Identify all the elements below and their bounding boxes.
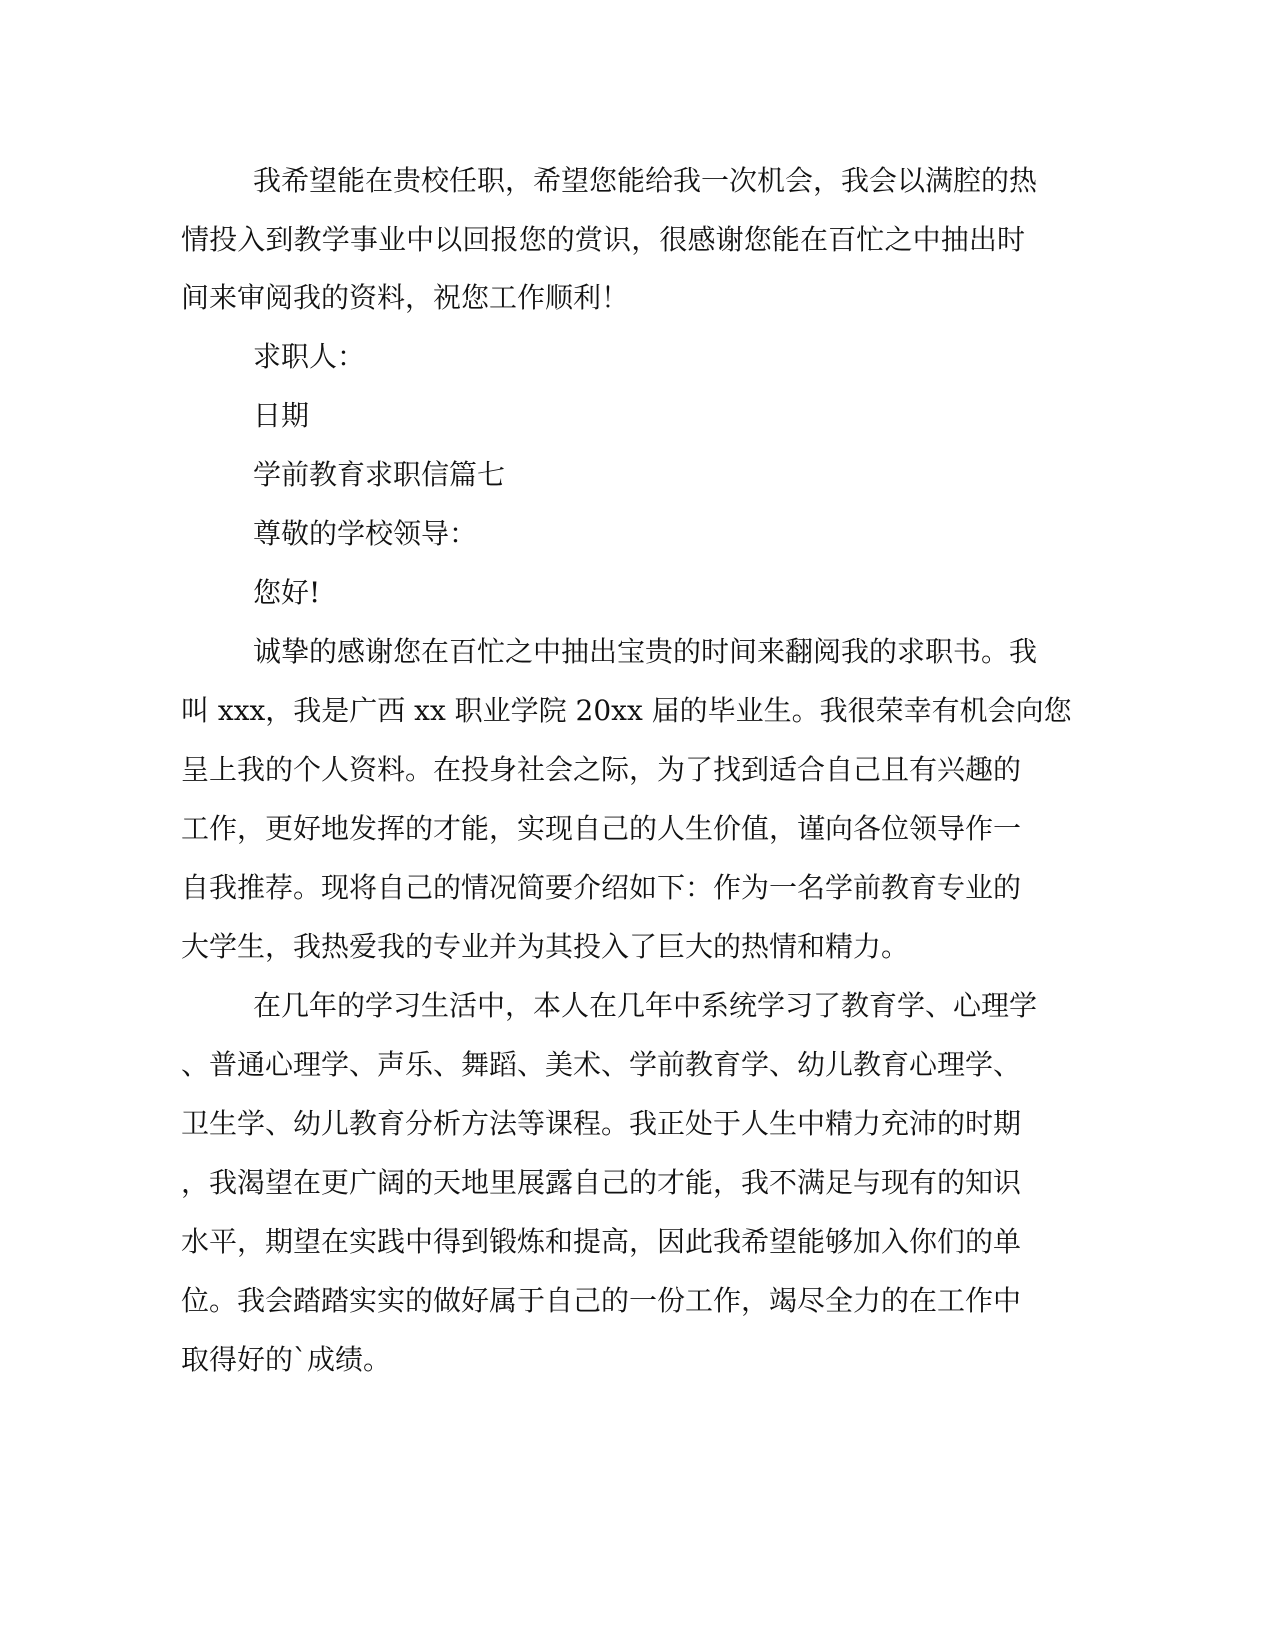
salutation: 尊敬的学校领导： — [253, 517, 478, 550]
paragraph-line: 在几年的学习生活中，本人在几年中系统学习了教育学、心理学 — [253, 989, 1038, 1022]
paragraph-line: 卫生学、幼儿教育分析方法等课程。我正处于人生中精力充沛的时期 — [181, 1107, 1022, 1140]
date-label: 日期 — [253, 399, 310, 432]
paragraph-line: 工作，更好地发挥的才能，实现自己的人生价值，谨向各位领导作一 — [181, 812, 1022, 845]
paragraph-line: ，我渴望在更广阔的天地里展露自己的才能，我不满足与现有的知识 — [181, 1166, 1022, 1199]
paragraph-line: 间来审阅我的资料，祝您工作顺利！ — [181, 281, 630, 314]
signature-label: 求职人： — [253, 340, 366, 373]
paragraph-line: 位。我会踏踏实实的做好属于自己的一份工作，竭尽全力的在工作中 — [181, 1284, 1022, 1317]
section-title: 学前教育求职信篇七 — [253, 458, 506, 491]
greeting: 您好! — [253, 576, 321, 609]
paragraph-line: 取得好的`成绩。 — [181, 1343, 392, 1376]
paragraph-line: 叫 xxx，我是广西 xx 职业学院 20xx 届的毕业生。我很荣幸有机会向您 — [181, 694, 1072, 727]
paragraph-line: 水平，期望在实践中得到锻炼和提高，因此我希望能够加入你们的单 — [181, 1225, 1022, 1258]
paragraph-line: 、普通心理学、声乐、舞蹈、美术、学前教育学、幼儿教育心理学、 — [181, 1048, 1022, 1081]
paragraph-line: 呈上我的个人资料。在投身社会之际，为了找到适合自己且有兴趣的 — [181, 753, 1022, 786]
paragraph-line: 我希望能在贵校任职，希望您能给我一次机会，我会以满腔的热 — [253, 164, 1038, 197]
paragraph-line: 情投入到教学事业中以回报您的赏识，很感谢您能在百忙之中抽出时 — [181, 223, 1025, 256]
paragraph-line: 大学生，我热爱我的专业并为其投入了巨大的热情和精力。 — [181, 930, 910, 963]
paragraph-line: 诚挚的感谢您在百忙之中抽出宝贵的时间来翻阅我的求职书。我 — [253, 635, 1038, 668]
paragraph-line: 自我推荐。现将自己的情况简要介绍如下：作为一名学前教育专业的 — [181, 871, 1022, 904]
